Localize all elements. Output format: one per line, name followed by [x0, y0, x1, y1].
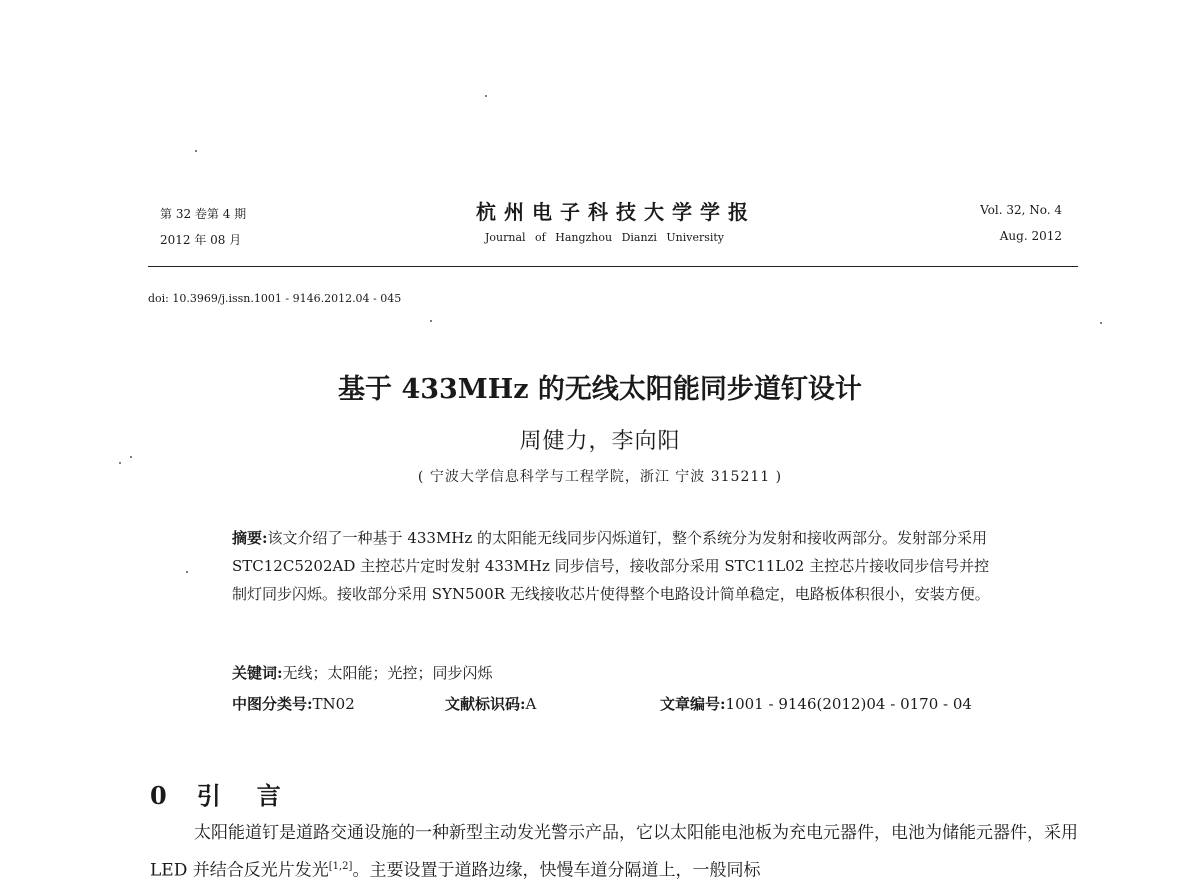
document-code	[445, 693, 536, 714]
clc-value: TN02	[312, 695, 355, 713]
date-info-cn: 2012 年 08 月	[160, 233, 242, 247]
scan-speck	[1100, 322, 1102, 324]
article-affiliation: ( 宁波大学信息科学与工程学院，浙江 宁波 315211 )	[417, 469, 783, 485]
section-heading	[150, 776, 281, 811]
body-text-start: 太阳能道钉是道路交通设施的一种新型主动发光警示产品，它以太阳能电池板为充电元器件，电池为储能元器件，采用 LED 并结合反光片发光	[150, 823, 1078, 881]
abstract-text: 该文介绍了一种基于 433MHz 的太阳能无线同步闪烁道钉，整个系统分为发射和接收两部分。发射部分采用 STC12C5202AD 主控芯片定时发射 433MHz 同步信号，接收部分采用 STC11L02 主控芯片接收同步信号并控制灯同步闪烁。接收部分采用 SYN500R 无线接收芯片使得整个电路设计简单稳定，电路板体积很小，安装方便。	[232, 529, 990, 603]
journal-title-en: Journal of Hangzhou Dianzi University	[485, 231, 725, 244]
document-code-label: 文献标识码:	[445, 695, 526, 713]
date-info-en: Aug. 2012	[999, 229, 1062, 243]
section-title-second: 言	[256, 781, 281, 810]
article-authors: 周健力，李向阳	[519, 429, 681, 454]
abstract-label: 摘要:	[232, 529, 268, 547]
header-rule	[148, 266, 1078, 267]
scan-speck	[130, 456, 132, 458]
scan-speck	[119, 462, 121, 464]
article-number-label: 文章编号:	[660, 695, 726, 713]
section-title-first: 引	[196, 781, 221, 810]
volume-info-en: Vol. 32, No. 4	[980, 203, 1062, 217]
journal-title-cn: 杭州电子科技大学学报	[476, 200, 756, 224]
clc-number	[232, 693, 355, 714]
article-number	[660, 693, 972, 714]
article-title: 基于 433MHz 的无线太阳能同步道钉设计	[338, 374, 862, 405]
scan-speck	[195, 150, 197, 152]
doi-line: doi: 10.3969/j.issn.1001 - 9146.2012.04 - 045	[148, 292, 402, 305]
citation-ref: [1,2]	[328, 861, 353, 872]
abstract	[232, 524, 1002, 608]
document-code-value: A	[525, 695, 537, 713]
body-text-end: 。主要设置于道路边缘，快慢车道分隔道上，一般同标	[352, 860, 761, 881]
keywords-label: 关键词:	[232, 664, 283, 682]
section-number: 0	[150, 781, 167, 810]
keywords	[232, 662, 493, 683]
scan-speck	[186, 571, 188, 573]
scan-speck	[430, 320, 432, 322]
clc-label: 中图分类号:	[232, 695, 313, 713]
scan-speck	[485, 95, 487, 97]
issue-info-cn: 第 32 卷第 4 期	[160, 207, 247, 221]
article-number-value: 1001 - 9146(2012)04 - 0170 - 04	[725, 695, 972, 713]
body-paragraph	[150, 816, 1080, 888]
keywords-text: 无线；太阳能；光控；同步闪烁	[282, 664, 493, 682]
